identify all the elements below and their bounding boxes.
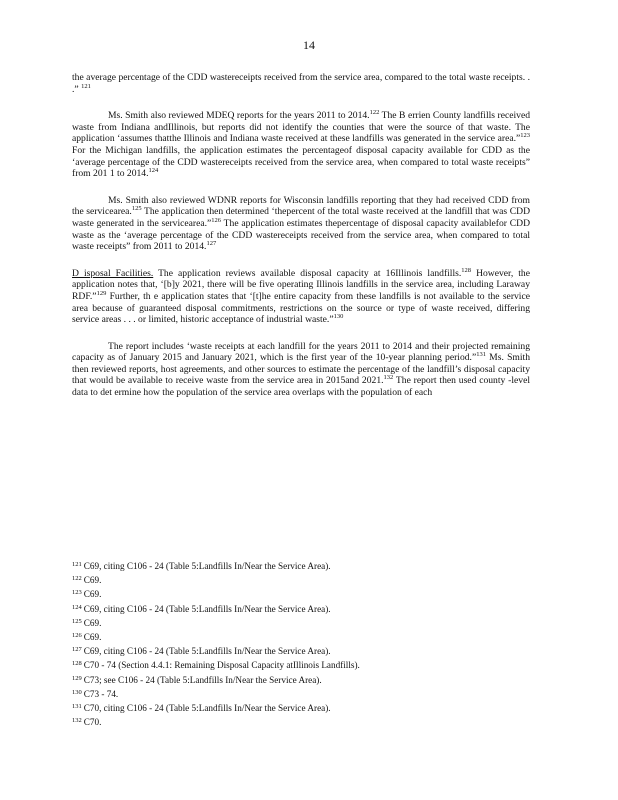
- paragraph: [72, 110, 530, 180]
- footnote: [72, 587, 530, 601]
- paragraph-text: The application estimates thepercentage of disposal capacity availablefor CDD waste as the ‘average percentage of the CDD wastereceipts received from the service area, when compared to total waste receipts” from 2011 to 2014.: [72, 217, 531, 253]
- footnote-number: 131: [72, 703, 82, 711]
- footnote: [72, 559, 530, 573]
- paragraph: [72, 341, 530, 399]
- footnote-reference: 132: [383, 374, 394, 382]
- footnote-number: 122: [72, 575, 82, 583]
- paragraph-text: For the Michigan landfills, the application estimates the percentageof disposal capacity available for CDD as the ‘average percentage of the CDD wastereceipts received from the service area, when compared to total waste receipts” from 201 1 to 2014.: [72, 144, 530, 180]
- paragraph-text: the average percentage of the CDD wastereceipts received from the service area, compared to the total waste receipts. . .”: [72, 72, 530, 95]
- footnotes: [72, 559, 530, 729]
- footnote-reference: 127: [206, 240, 217, 248]
- paragraph-text: The application reviews available disposal capacity at 16Illinois landfills.: [153, 267, 462, 279]
- footnote-number: 125: [72, 617, 82, 625]
- footnote-text: C69, citing C106 - 24 (Table 5:Landfills In/Near the Service Area).: [83, 561, 331, 571]
- footnote-number: 132: [72, 717, 82, 725]
- footnote: [72, 687, 530, 701]
- footnote: [72, 630, 530, 644]
- footnote-reference: 128: [461, 266, 472, 274]
- footnote-reference: 125: [131, 205, 142, 213]
- footnote: [72, 573, 530, 587]
- footnote: [72, 616, 530, 630]
- paragraph-text: The report includes ‘waste receipts at each landfill for the years 2011 to 2014 and their projected remaining capacity as of January 2015 and January 2021, which is the first year of the 10-year planning period.”: [72, 340, 530, 364]
- paragraph: [72, 195, 530, 253]
- footnote: [72, 602, 530, 616]
- paragraph-text: The report then used county -level data to det ermine how the population of the service area overlaps with the population of each: [72, 375, 530, 399]
- footnote-reference: 130: [333, 313, 344, 321]
- footnote-number: 126: [72, 632, 82, 640]
- footnote-number: 121: [72, 561, 82, 568]
- footnote: [72, 701, 530, 715]
- footnote-number: 127: [72, 646, 82, 654]
- body-text: [72, 72, 530, 414]
- footnote-reference: 129: [96, 289, 107, 297]
- paragraph-text: Ms. Smith then reviewed reports, host agreements, and other sources to estimate the percentage of the landfill’s disposal capacity that would be available to receive waste from the service area in 2015and 2021.: [72, 352, 530, 387]
- footnote-text: C69.: [83, 632, 102, 643]
- footnote-text: C73 - 74.: [83, 688, 119, 699]
- footnote: [72, 673, 530, 687]
- footnote-reference: 121: [81, 82, 91, 90]
- footnote-text: C69.: [83, 589, 102, 600]
- footnote-text: C69, citing C106 - 24 (Table 5:Landfills In/Near the Service Area).: [83, 603, 331, 614]
- footnote-number: 129: [72, 674, 82, 682]
- footnote-reference: 131: [476, 351, 486, 359]
- footnote-reference: 126: [211, 216, 222, 224]
- footnote-text: C70.: [83, 717, 102, 728]
- footnote-text: C70, citing C106 - 24 (Table 5:Landfills In/Near the Service Area).: [83, 703, 331, 714]
- footnote: [72, 644, 530, 658]
- section-heading: D isposal Facilities.: [72, 267, 154, 279]
- footnote-number: 130: [72, 688, 82, 696]
- paragraph: [72, 72, 530, 95]
- footnote-reference: 124: [148, 167, 159, 175]
- footnote-number: 128: [72, 660, 82, 668]
- footnote-text: C69, citing C106 - 24 (Table 5:Landfills In/Near the Service Area).: [83, 646, 331, 657]
- paragraph-text: The B errien County landfills received waste from Indiana andIllinois, but reports did not identify the counties that were the source of that waste. The application ‘assumes thatthe Illinois and Indiana waste received at these landfills was generated in the service area.”: [72, 110, 530, 145]
- paragraph-text: Further, th e application states that ‘[t]he entire capacity from these landfills is not available to the service area because of guaranteed disposal commitments, restrictions on the source or type of waste received, differing service areas . . . or limited, historic acceptance of industrial waste.”: [72, 290, 530, 326]
- footnote-text: C73; see C106 - 24 (Table 5:Landfills In/Near the Service Area).: [83, 674, 322, 685]
- paragraph: [72, 268, 530, 326]
- footnote-text: C69.: [83, 617, 102, 628]
- footnote-number: 124: [72, 603, 82, 611]
- page-number: 14: [303, 38, 315, 52]
- footnote-text: C69.: [83, 575, 102, 586]
- footnote: [72, 715, 530, 729]
- footnote-reference: 122: [369, 109, 380, 117]
- footnote-number: 123: [72, 589, 82, 597]
- paragraph-text: Ms. Smith also reviewed MDEQ reports for the years 2011 to 2014.: [108, 110, 370, 122]
- paragraph-text: However, the application notes that, ‘[b]y 2021, there will be five operating Illinois landfills in the service area, including Laraway RDF.”: [72, 267, 530, 302]
- paragraph-text: The application then determined ‘thepercent of the total waste received at the landfill that was CDD waste generated in the servicearea.”: [72, 206, 530, 229]
- footnote: [72, 658, 530, 672]
- paragraph-text: Ms. Smith also reviewed WDNR reports for Wisconsin landfills reporting that they had received CDD from the servicearea.: [72, 194, 530, 218]
- footnote-reference: 123: [520, 132, 530, 140]
- footnote-text: C70 - 74 (Section 4.4.1: Remaining Disposal Capacity atIllinois Landfills).: [83, 660, 360, 671]
